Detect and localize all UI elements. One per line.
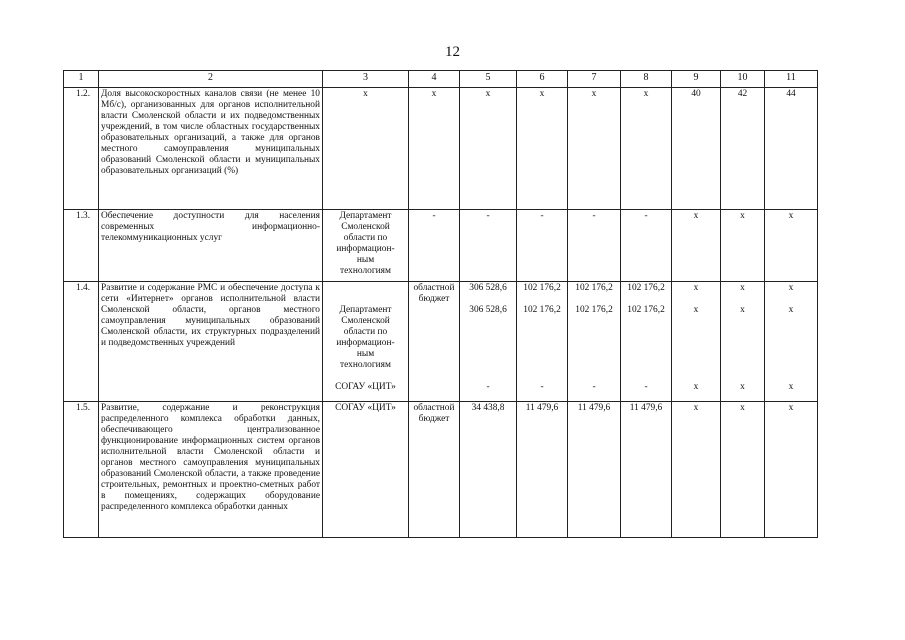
value-cell: х [672,402,721,538]
header-cell: 9 [672,71,721,88]
executor-line: Смоленской [341,316,390,326]
row-number: 1.5. [64,402,99,538]
header-cell: 11 [765,71,818,88]
value-cell [672,282,721,402]
executor-line: Департамент [339,305,392,315]
source-cell [409,402,460,538]
value-cell: х [517,88,568,210]
row-description: Доля высокоскоростных каналов связи (не менее 10 Мб/с), организованных для органов исполнительной власти Смоленской области и их подведомственных учреждений, в том числе областных государственных образовательных организаций, а также для органов местного самоуправления муниципальных образований Смоленской области и муниципальных образовательных организаций (%) [99,88,323,210]
value-cit: х [693,382,699,392]
header-cell: 1 [64,71,99,88]
value-cell [721,282,765,402]
row-number: 1.4. [64,282,99,402]
row-number: 1.3. [64,210,99,282]
source-line: бюджет [418,294,450,304]
executor-line: информацион- [336,244,395,254]
value-cell: 42 [721,88,765,210]
value-cell: 11 479,6 [568,402,621,538]
executor-cell: СОГАУ «ЦИТ» [323,402,409,538]
table-row [64,282,818,402]
value-total: х [788,283,794,293]
row-description: Развитие, содержание и реконструкция распределенного комплекса обработки данных, обеспечивающего централизованное функционирование информационных систем органов исполнительной власти Смоленской области и органов местного самоуправления муниципальных образований Смоленской области, а также проведение строительных, ремонтных и проектно-сметных работ в помещениях, содержащих оборудование распределенного комплекса обработки данных [99,402,323,538]
value-cell: 11 479,6 [517,402,568,538]
value-cell: 44 [765,88,818,210]
value-dept: х [788,305,794,315]
row-description: Развитие и содержание РМС и обеспечение доступа к сети «Интернет» органов исполнительной власти Смоленской области, органов местного самоуправления муниципальных образований Смоленской области, их структурных подразделений и подведомственных учреждений [99,282,323,402]
source-line: областной [413,403,455,413]
value-cit: х [788,382,794,392]
source-cell: х [409,88,460,210]
header-cell: 10 [721,71,765,88]
value-cell: х [721,210,765,282]
executor-line: технологиям [340,266,391,276]
value-cell: х [765,210,818,282]
value-cell: 11 479,6 [621,402,672,538]
value-total: 102 176,2 [575,283,613,293]
executor-line: области по [343,233,388,243]
executor-line: области по [343,327,388,337]
table-row [64,88,818,210]
value-dept: 102 176,2 [523,305,561,315]
row-number: 1.2. [64,88,99,210]
source-line: бюджет [418,414,450,424]
executor-line: ным [356,349,375,359]
value-cell [621,282,672,402]
executor-line: технологиям [340,360,391,370]
header-cell: 2 [99,71,323,88]
value-cell: - [568,210,621,282]
executor-line: информацион- [336,338,395,348]
value-dept: х [740,305,745,315]
executor-line: ным [356,255,375,265]
value-dept: 306 528,6 [469,305,507,315]
header-row [64,71,818,88]
value-cell: 40 [672,88,721,210]
executor-cell [323,282,409,402]
header-cell: 5 [460,71,517,88]
value-total: 306 528,6 [469,283,507,293]
source-cell: - [409,210,460,282]
header-cell: 8 [621,71,672,88]
value-dept: 102 176,2 [627,305,665,315]
row-description: Обеспечение доступности для населения современных информационно-телекоммуникационных услуг [99,210,323,282]
value-cell [765,282,818,402]
value-cit: х [740,382,745,392]
executor-line: Смоленской [341,222,390,232]
value-total: 102 176,2 [627,283,665,293]
page-number: 12 [445,44,460,60]
executor-line: Департамент [339,211,392,221]
source-line: областной [413,283,455,293]
executor-cell [323,210,409,282]
header-cell: 7 [568,71,621,88]
header-cell: 6 [517,71,568,88]
value-cit: - [540,382,544,392]
header-cell: 3 [323,71,409,88]
value-dept: х [693,305,699,315]
value-cell: - [517,210,568,282]
value-cell: х [721,402,765,538]
value-cit: - [592,382,596,392]
header-cell: 4 [409,71,460,88]
value-cell [460,282,517,402]
value-cell: х [765,402,818,538]
table-row [64,210,818,282]
value-cit: - [644,382,648,392]
table-row [64,402,818,538]
source-cell [409,282,460,402]
executor-cell: х [323,88,409,210]
value-cell: х [621,88,672,210]
value-cell: - [460,210,517,282]
value-dept: 102 176,2 [575,305,613,315]
executor-line: СОГАУ «ЦИТ» [335,382,396,392]
value-total: 102 176,2 [523,283,561,293]
value-cell [568,282,621,402]
value-cit: - [486,382,490,392]
value-cell: х [568,88,621,210]
value-cell: х [672,210,721,282]
value-cell: х [460,88,517,210]
value-cell: - [621,210,672,282]
program-table [63,70,818,538]
value-cell [517,282,568,402]
value-cell: 34 438,8 [460,402,517,538]
value-total: х [693,283,699,293]
value-total: х [740,283,745,293]
